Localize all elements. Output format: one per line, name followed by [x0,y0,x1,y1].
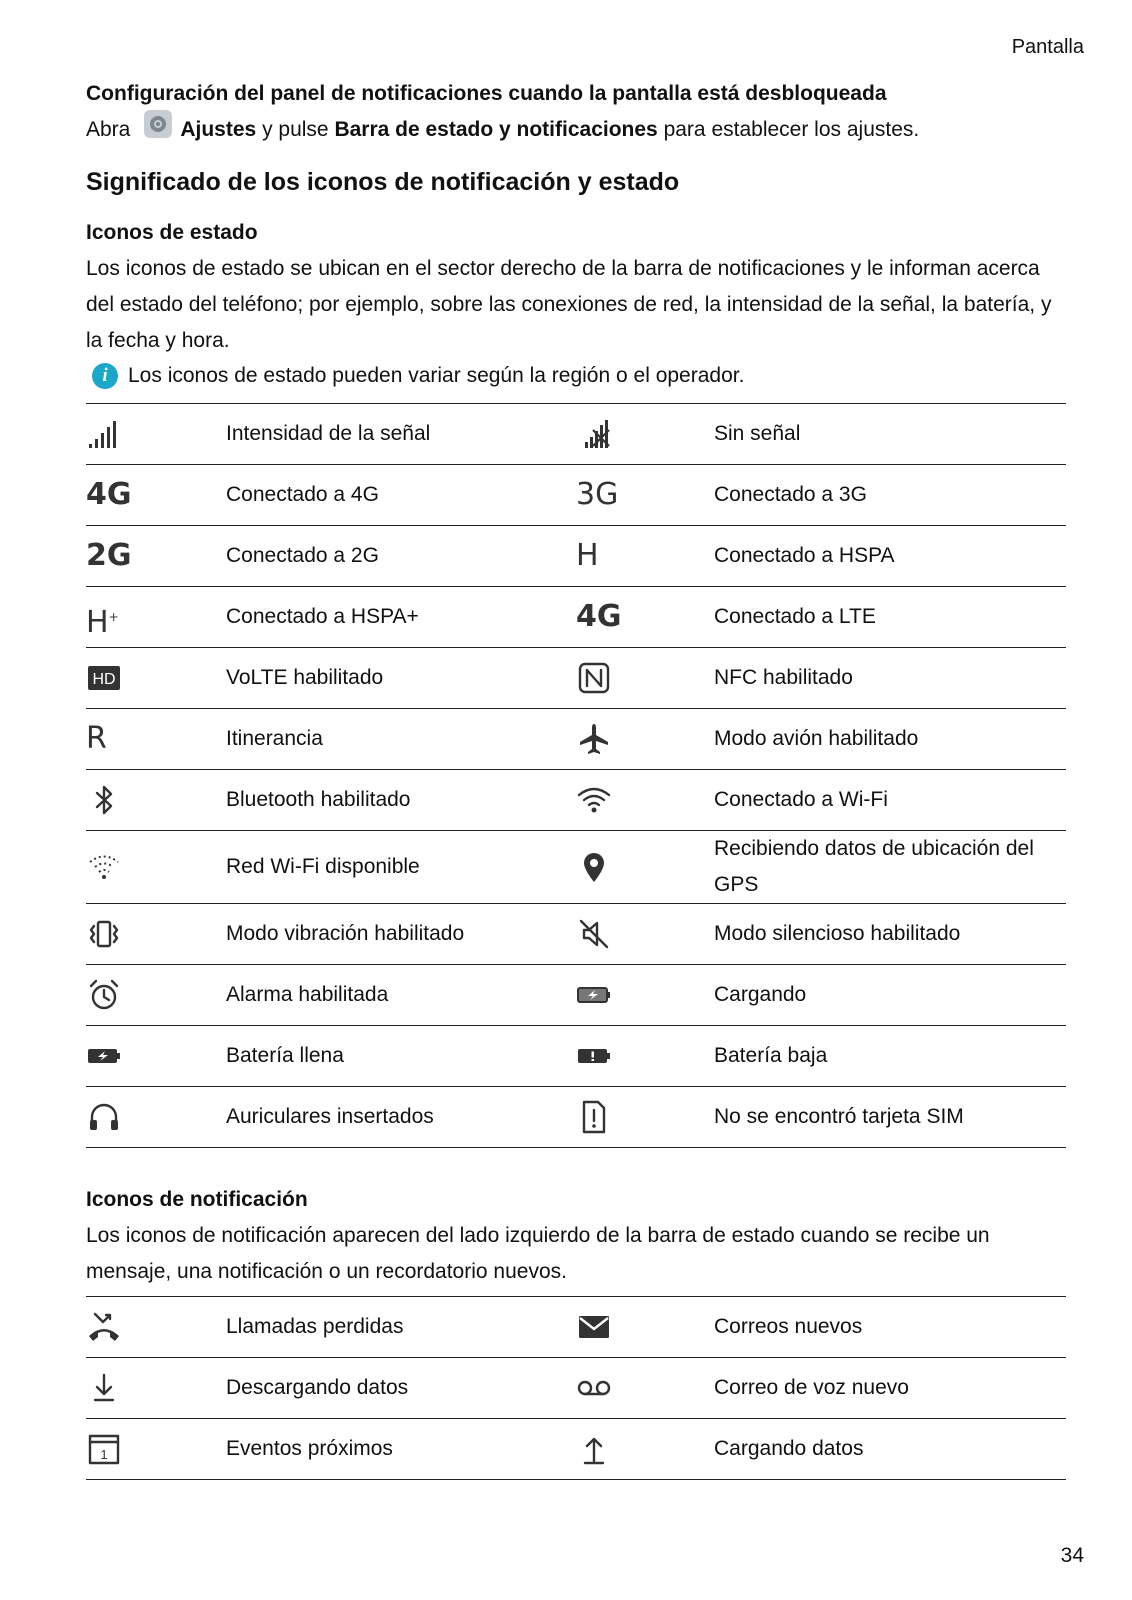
icon-cell [86,1087,226,1148]
icon-cell [576,1297,714,1358]
icon-description: Conectado a 3G [714,483,867,506]
instruction-menu-item: Barra de estado y notificaciones [334,118,658,141]
icon-description: Itinerancia [226,727,323,750]
location-icon [576,849,612,885]
table-row [86,648,1066,709]
icon-cell [576,648,714,709]
airplane-icon [576,721,612,757]
icon-cell [576,587,714,648]
instruction-suffix: para establecer los ajustes. [663,118,920,141]
icon-cell [86,965,226,1026]
alarm-icon [86,977,122,1013]
icon-description: Cargando datos [714,1437,864,1460]
table-row [86,587,1066,648]
table-row [86,709,1066,770]
calendar-icon [86,1431,122,1467]
4g-icon: 4G [86,477,132,512]
table-row [86,1419,1066,1480]
icon-description: Red Wi-Fi disponible [226,855,420,878]
vibrate-icon [86,916,122,952]
table-row [86,1087,1066,1148]
icon-cell [576,770,714,831]
settings-app-icon [144,110,172,138]
icon-description: Modo avión habilitado [714,727,919,750]
icon-description: Alarma habilitada [226,983,389,1006]
instruction-middle: y pulse [262,118,329,141]
battery-full-icon [86,1038,122,1074]
page-content [86,82,1066,1480]
icon-description: Conectado a 2G [226,544,379,567]
status-icons-heading: Iconos de estado [86,221,258,244]
hspa-plus-icon: H+ [86,605,119,640]
icon-cell [86,770,226,831]
icon-description: Intensidad de la señal [226,422,431,445]
roaming-icon: R [86,721,107,756]
icon-cell [86,1358,226,1419]
table-row [86,526,1066,587]
icon-description: Conectado a Wi-Fi [714,788,888,811]
icon-cell [576,1087,714,1148]
table-row [86,770,1066,831]
icon-description: Batería baja [714,1044,828,1067]
battery-charging-icon [576,977,612,1013]
download-icon [86,1370,122,1406]
icon-cell [86,1419,226,1480]
3g-icon: 3G [576,477,619,512]
icon-cell [86,904,226,965]
headset-icon [86,1099,122,1135]
upload-icon [576,1431,612,1467]
icon-cell [576,526,714,587]
main-heading: Significado de los iconos de notificación y estado [86,168,680,196]
icon-description: Correo de voz nuevo [714,1376,909,1399]
svg-text:1: 1 [100,1447,108,1462]
icon-cell [576,831,714,904]
icon-cell [576,465,714,526]
svg-text:HD: HD [92,671,116,688]
no-signal-icon [576,416,612,452]
wifi-available-icon [86,849,122,885]
battery-low-icon [576,1038,612,1074]
icon-description: Sin señal [714,422,801,445]
table-row [86,1358,1066,1419]
nfc-icon [576,660,612,696]
icon-description: Modo silencioso habilitado [714,922,961,945]
icon-description: No se encontró tarjeta SIM [714,1105,964,1128]
page-number: 34 [1060,1544,1084,1567]
icon-cell [86,1297,226,1358]
instruction-prefix: Abra [86,118,131,141]
icon-description: Llamadas perdidas [226,1315,404,1338]
hspa-icon: H [576,538,599,573]
icon-cell [576,1026,714,1087]
info-icon: i [92,363,118,389]
icon-description: Conectado a 4G [226,483,379,506]
instruction-app-name: Ajustes [180,118,257,141]
icon-cell [576,904,714,965]
lte-icon: 4G [576,599,622,634]
icon-description: NFC habilitado [714,666,853,689]
icon-cell [86,1026,226,1087]
table-row [86,1297,1066,1358]
status-icons-paragraph: Los iconos de estado se ubican en el sector derecho de la barra de notificaciones y le informan acerca del estado del teléfono; por ejemplo, sobre las conexiones de red, la intensidad de la señal, la batería, y la fecha y hora. [86,257,1052,352]
signal-strength-icon [86,416,122,452]
icon-cell [86,587,226,648]
wifi-connected-icon [576,782,612,818]
table-row [86,904,1066,965]
icon-cell [576,404,714,465]
icon-cell [86,709,226,770]
notification-icons-paragraph: Los iconos de notificación aparecen del lado izquierdo de la barra de estado cuando se recibe un mensaje, una notificación o un recordatorio nuevos. [86,1224,990,1283]
icon-description: Auriculares insertados [226,1105,434,1128]
icon-cell [86,404,226,465]
note-text: Los iconos de estado pueden variar según la región o el operador. [128,364,745,387]
icon-description: Conectado a LTE [714,605,876,628]
icon-description: Modo vibración habilitado [226,922,465,945]
table-row [86,404,1066,465]
unlock-instruction [86,116,1066,144]
icon-cell [86,465,226,526]
icon-description: VoLTE habilitado [226,666,384,689]
icon-description: Batería llena [226,1044,344,1067]
icon-description: Conectado a HSPA [714,544,895,567]
note [86,363,1066,389]
table-row [86,465,1066,526]
bluetooth-icon [86,782,122,818]
icon-description: Conectado a HSPA+ [226,605,419,628]
2g-icon: 2G [86,538,132,573]
notification-icons-heading: Iconos de notificación [86,1188,308,1211]
unlock-section-heading: Configuración del panel de notificaciones cuando la pantalla está desbloqueada [86,82,887,105]
status-icons-table [86,403,1066,1148]
icon-cell [86,526,226,587]
icon-description: Recibiendo datos de ubicación del GPS [714,837,1034,896]
email-icon [576,1309,612,1345]
icon-cell [576,965,714,1026]
icon-cell [576,709,714,770]
icon-cell [86,831,226,904]
icon-cell [576,1419,714,1480]
volte-icon [86,660,122,696]
page-header-title: Pantalla [1011,36,1084,58]
icon-cell [86,648,226,709]
icon-description: Bluetooth habilitado [226,788,411,811]
icon-description: Eventos próximos [226,1437,393,1460]
icon-cell [576,1358,714,1419]
silent-icon [576,916,612,952]
icon-description: Correos nuevos [714,1315,863,1338]
no-sim-icon [576,1099,612,1135]
table-row [86,831,1066,904]
icon-description: Cargando [714,983,807,1006]
table-row [86,1026,1066,1087]
voicemail-icon [576,1370,612,1406]
table-row [86,965,1066,1026]
notification-icons-table [86,1296,1066,1480]
missed-call-icon [86,1309,122,1345]
icon-description: Descargando datos [226,1376,409,1399]
